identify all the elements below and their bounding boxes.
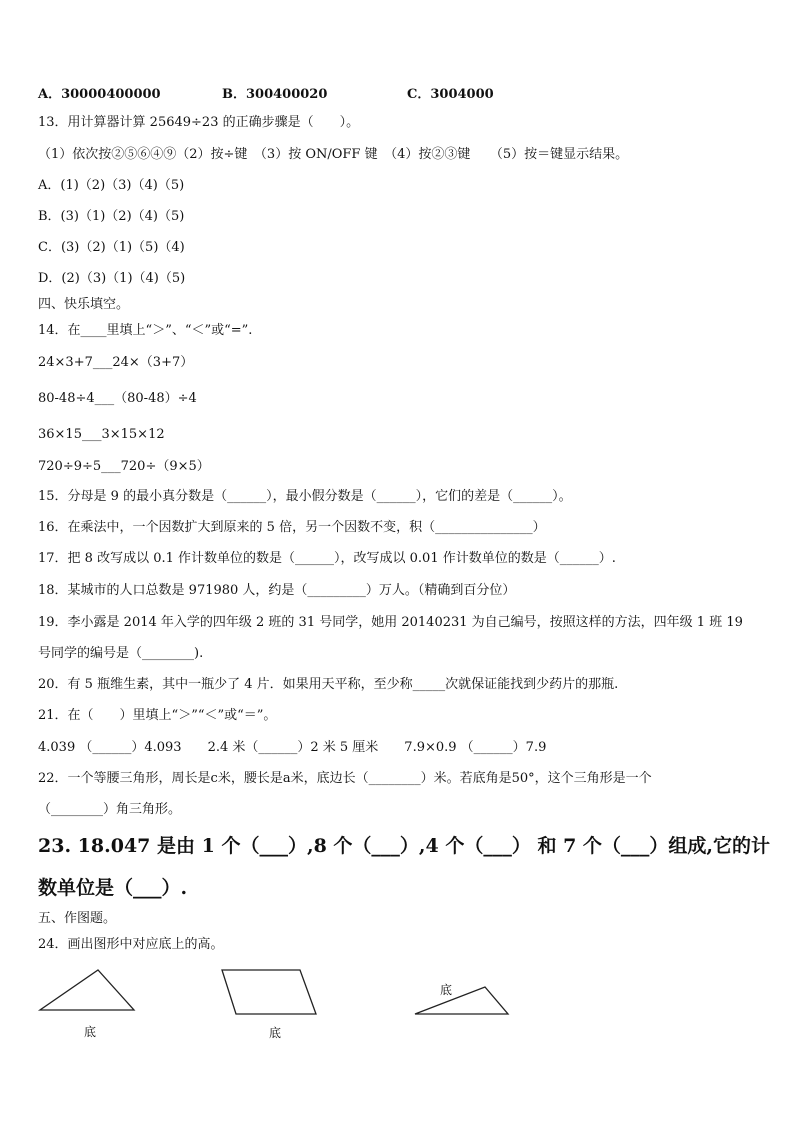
section-5-heading: 五、作图题。: [38, 911, 117, 926]
q21-items: 4.039 （______）4.093 2.4 米（______）2 米 5 厘米 7.9×0.9 （______）7.9: [38, 740, 547, 755]
q12-option-b: B．300400020: [222, 87, 328, 102]
triangle-figure-1: [40, 970, 134, 1010]
q14-item-2: 80-48÷4___（80-48）÷4: [38, 391, 197, 406]
q21-stem: 21．在（ ）里填上“＞”“＜”或“＝”。: [38, 708, 277, 723]
q14-item-3: 36×15___3×15×12: [38, 427, 165, 442]
q16: 16．在乘法中，一个因数扩大到原来的 5 倍，另一个因数不变，积（_______________）: [38, 520, 546, 535]
q13-steps: （1）依次按②⑤⑥④⑨（2）按÷键 （3）按 ON/OFF 键 （4）按②③键 （5）按＝键显示结果。: [38, 147, 629, 162]
q13-option-d: D．(2)（3)（1)（4)（5): [38, 271, 186, 286]
parallelogram-figure: [222, 970, 316, 1014]
q14-stem: 14．在____里填上“＞”、“＜”或“=”.: [38, 323, 253, 338]
q23-line-1: 23. 18.047 是由 1 个（___）,8 个（___）,4 个（___） 和 7 个（___）组成,它的计: [38, 835, 771, 857]
q24-figures: [0, 960, 794, 1050]
q12-option-a: A．30000400000: [38, 87, 161, 102]
q14-item-1: 24×3+7___24×（3+7）: [38, 355, 194, 370]
q12-option-c: C．3004000: [407, 87, 494, 102]
q13-stem: 13．用计算器计算 25649÷23 的正确步骤是（ ）。: [38, 115, 360, 130]
q13-option-b: B．(3)（1)（2)（4)（5): [38, 209, 185, 224]
q19-line-1: 19．李小露是 2014 年入学的四年级 2 班的 31 号同学，她用 20140231 为自己编号，按照这样的方法，四年级 1 班 19: [38, 615, 743, 630]
q18: 18．某城市的人口总数是 971980 人，约是（_________）万人。（精确到百分位）: [38, 583, 516, 598]
base-label-3: 底: [440, 983, 453, 997]
q17: 17．把 8 改写成以 0.1 作计数单位的数是（______），改写成以 0.01 作计数单位的数是（______）.: [38, 551, 616, 566]
q24-stem: 24．画出图形中对应底上的高。: [38, 937, 224, 952]
q23-line-2: 数单位是（___）.: [38, 877, 188, 899]
q15: 15．分母是 9 的最小真分数是（______），最小假分数是（______），它们的差是（______）。: [38, 489, 572, 504]
q19-line-2: 号同学的编号是（________).: [38, 646, 204, 661]
q14-item-4: 720÷9÷5___720÷（9×5）: [38, 459, 210, 474]
q13-option-c: C．(3)（2)（1)（5)（4): [38, 240, 185, 255]
triangle-figure-2: [415, 987, 508, 1014]
q22-line-1: 22．一个等腰三角形，周长是c米，腰长是a米，底边长（________）米。若底角是50°，这个三角形是一个: [38, 771, 652, 786]
section-4-heading: 四、快乐填空。: [38, 297, 130, 312]
q13-option-a: A．(1)（2)（3)（4)（5): [38, 178, 185, 193]
base-label-1: 底: [84, 1025, 97, 1039]
base-label-2: 底: [269, 1026, 282, 1040]
q20: 20．有 5 瓶维生素，其中一瓶少了 4 片．如果用天平称，至少称_____次就保证能找到少药片的那瓶.: [38, 677, 619, 692]
q22-line-2: （________）角三角形。: [38, 802, 182, 817]
